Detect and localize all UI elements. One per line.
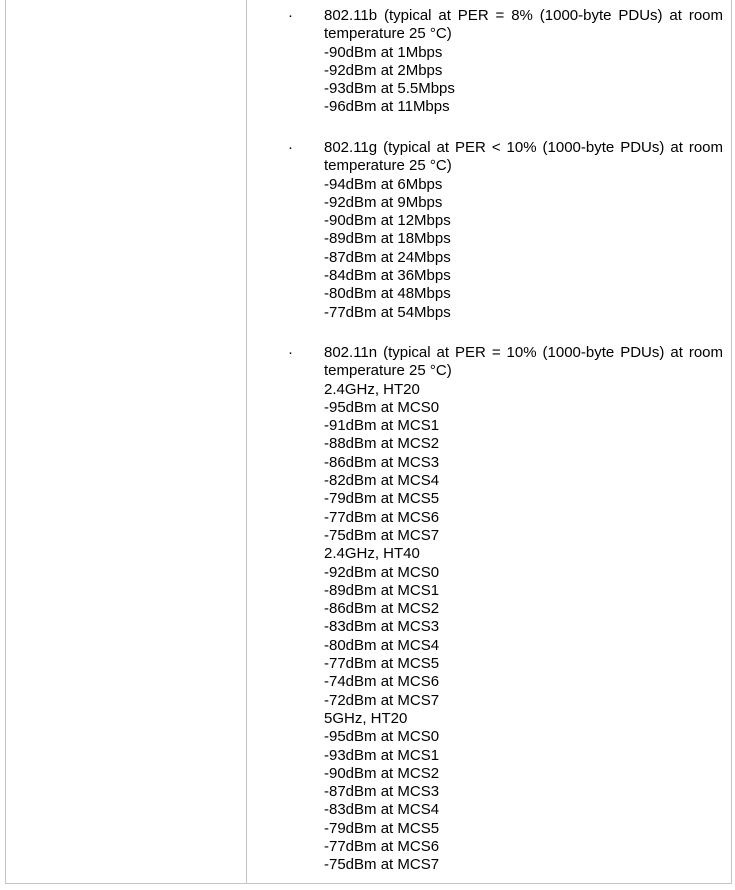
sensitivity-line: -77dBm at MCS6 — [324, 838, 440, 856]
item-heading: 802.11g (typical at PER < 10% (1000-byte PDUs) at room temperature 25 °C) — [324, 139, 723, 175]
sensitivity-line: -89dBm at MCS1 — [324, 581, 440, 599]
item-body — [324, 7, 723, 117]
item-heading: 802.11b (typical at PER = 8% (1000-byte PDUs) at room temperature 25 °C) — [324, 7, 723, 43]
sensitivity-line: -88dBm at MCS2 — [324, 435, 440, 453]
sensitivity-line: -92dBm at 9Mbps — [324, 193, 443, 211]
item-body — [324, 139, 723, 322]
sensitivity-line: -77dBm at MCS5 — [324, 655, 440, 673]
bullet-icon: · — [288, 344, 293, 361]
spec-label-cell — [6, 0, 247, 883]
sensitivity-line: -90dBm at 1Mbps — [324, 43, 443, 61]
sensitivity-line: -80dBm at MCS4 — [324, 636, 440, 654]
sensitivity-line: -89dBm at 18Mbps — [324, 230, 451, 248]
spec-value-cell — [247, 0, 731, 883]
bullet-icon: · — [288, 7, 293, 24]
sensitivity-line: -93dBm at MCS1 — [324, 746, 440, 764]
sensitivity-line: -84dBm at 36Mbps — [324, 267, 451, 285]
sensitivity-line: -83dBm at MCS3 — [324, 618, 440, 636]
sensitivity-line: -86dBm at MCS3 — [324, 453, 440, 471]
item-body — [324, 344, 723, 875]
band-label: 5GHz, HT20 — [324, 709, 408, 727]
item-heading: 802.11n (typical at PER = 10% (1000-byte PDUs) at room temperature 25 °C) — [324, 344, 723, 380]
sensitivity-line: -92dBm at 2Mbps — [324, 61, 443, 79]
spec-table — [5, 0, 732, 884]
band-label: 2.4GHz, HT20 — [324, 380, 420, 398]
sensitivity-line: -75dBm at MCS7 — [324, 526, 440, 544]
sensitivity-line: -82dBm at MCS4 — [324, 472, 440, 490]
bullet-icon: · — [288, 139, 293, 156]
sensitivity-line: -79dBm at MCS5 — [324, 819, 440, 837]
sensitivity-line: -90dBm at 12Mbps — [324, 212, 451, 230]
sensitivity-line: -90dBm at MCS2 — [324, 764, 440, 782]
sensitivity-line: -79dBm at MCS5 — [324, 490, 440, 508]
sensitivity-line: -87dBm at 24Mbps — [324, 248, 451, 266]
sensitivity-line: -80dBm at 48Mbps — [324, 285, 451, 303]
sensitivity-line: -77dBm at MCS6 — [324, 508, 440, 526]
sensitivity-line: -86dBm at MCS2 — [324, 600, 440, 618]
sensitivity-line: -92dBm at MCS0 — [324, 563, 440, 581]
sensitivity-line: -95dBm at MCS0 — [324, 398, 440, 416]
sensitivity-line: -77dBm at 54Mbps — [324, 303, 451, 321]
sensitivity-line: -93dBm at 5.5Mbps — [324, 80, 455, 98]
sensitivity-line: -72dBm at MCS7 — [324, 691, 440, 709]
sensitivity-line: -87dBm at MCS3 — [324, 783, 440, 801]
sensitivity-line: -75dBm at MCS7 — [324, 856, 440, 874]
sensitivity-line: -83dBm at MCS4 — [324, 801, 440, 819]
sensitivity-line: -95dBm at MCS0 — [324, 728, 440, 746]
band-label: 2.4GHz, HT40 — [324, 545, 420, 563]
sensitivity-line: -94dBm at 6Mbps — [324, 175, 443, 193]
sensitivity-line: -91dBm at MCS1 — [324, 417, 440, 435]
sensitivity-line: -74dBm at MCS6 — [324, 673, 440, 691]
sensitivity-line: -96dBm at 11Mbps — [324, 98, 450, 116]
